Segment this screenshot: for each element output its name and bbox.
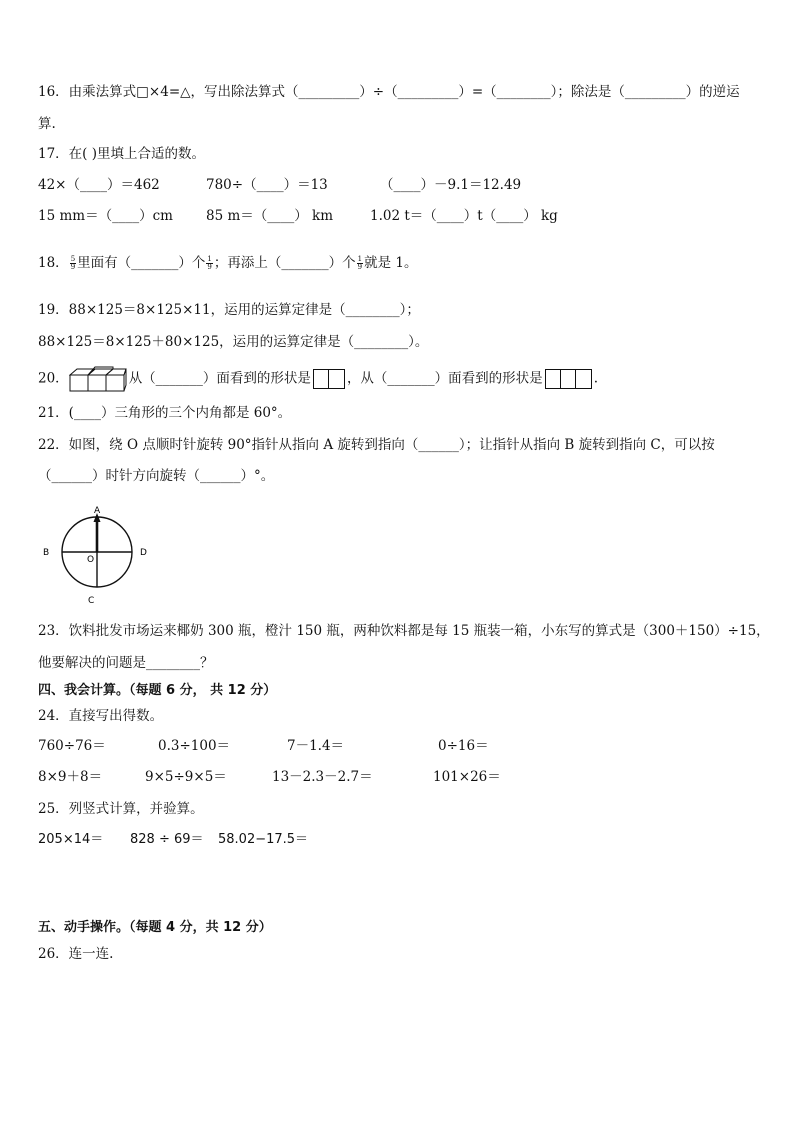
q17-r2c2: 85 m＝（____） km <box>206 208 334 224</box>
q22-line1: 22．如图，绕 O 点顺时针旋转 90°指针从指向 A 旋转到指向（______）；让指针从指向 B 旋转到指向 C，可以按 <box>38 437 715 453</box>
q26-title: 26．连一连. <box>38 946 114 962</box>
q18-frac1-den: 9 <box>70 263 76 271</box>
q24-item-7: 13－2.3－2.7＝ <box>272 769 373 785</box>
q23-line1: 23．饮料批发市场运来椰奶 300 瓶，橙汁 150 瓶，两种饮料都是每 15 瓶装一箱，小东写的算式是（300＋150）÷15， <box>38 623 770 639</box>
q21-text: 21．(____）三角形的三个内角都是 60°。 <box>38 405 292 421</box>
label-b: B <box>43 548 50 558</box>
square-cell <box>576 370 591 388</box>
q18-fraction-1 <box>70 256 76 271</box>
clock-pointer-diagram <box>38 500 158 610</box>
q25-item-1: 205×14＝ <box>38 832 104 847</box>
square-cell <box>546 370 561 388</box>
q20-part1: 从（_______）面看到的形状是 <box>128 370 311 387</box>
q18-part3: 就是 1。 <box>364 255 418 271</box>
q24-item-8: 101×26＝ <box>433 769 501 785</box>
q18-frac2-den: 9 <box>207 263 212 271</box>
square-cell <box>314 370 329 388</box>
q19-line1: 19．88×125＝8×125×11，运用的运算定律是（________）； <box>38 302 420 318</box>
q24-item-1: 760÷76＝ <box>38 738 106 754</box>
label-d: D <box>140 548 147 558</box>
q18-fraction-3 <box>357 256 363 271</box>
q19-line2: 88×125＝8×125＋80×125，运用的运算定律是（________）。 <box>38 334 429 350</box>
q18-frac3-den: 9 <box>357 263 363 271</box>
q24-item-4: 0÷16＝ <box>438 738 489 754</box>
q16-line2: 算. <box>38 116 56 132</box>
q16-line1: 16．由乘法算式□×4=△，写出除法算式（_________）÷（_________）=（________）；除法是（_________）的逆运 <box>38 84 740 100</box>
q17-r1c2: 780÷（____）＝13 <box>206 177 328 193</box>
label-o: O <box>87 555 95 565</box>
square-cell <box>329 370 344 388</box>
q18-frac2-num: 1 <box>207 255 212 263</box>
q23-line2: 他要解决的问题是________？ <box>38 655 214 671</box>
label-c: C <box>88 596 95 606</box>
q18-part2: ；再添上（_______）个 <box>213 255 356 271</box>
q18-fraction-2 <box>206 256 212 271</box>
q18-frac3-num: 1 <box>357 255 363 263</box>
q17-r2c3: 1.02 t＝（____）t（____） kg <box>370 208 558 224</box>
section4-title: 四、我会计算。（每题 6 分， 共 12 分） <box>38 683 277 698</box>
q25-title: 25．列竖式计算，并验算。 <box>38 801 204 817</box>
view-shape-three-squares <box>545 369 592 389</box>
q20-part2: ，从（_______）面看到的形状是 <box>346 370 543 387</box>
cube-stack-figure <box>69 366 127 392</box>
q20-line <box>38 366 598 392</box>
q25-item-2: 828 ÷ 69＝ <box>130 832 204 847</box>
q24-title: 24．直接写出得数。 <box>38 708 164 724</box>
q18-line <box>38 254 417 272</box>
q18-part1: 里面有（_______）个 <box>77 255 206 271</box>
q17-r1c1: 42×（____）＝462 <box>38 177 160 193</box>
q18-frac1-num: 5 <box>70 255 76 263</box>
q24-item-5: 8×9＋8＝ <box>38 769 103 785</box>
q17-title: 17．在( )里填上合适的数。 <box>38 146 206 162</box>
q20-number: 20． <box>38 370 69 387</box>
q25-item-3: 58.02−17.5＝ <box>218 832 309 847</box>
q22-line2: （______）时针方向旋转（______）°。 <box>38 468 275 484</box>
q17-r1c3: （____）－9.1＝12.49 <box>380 177 522 193</box>
view-shape-two-squares <box>313 369 345 389</box>
q17-r2c1: 15 mm＝（____）cm <box>38 208 173 224</box>
square-cell <box>561 370 576 388</box>
q24-item-2: 0.3÷100＝ <box>158 738 231 754</box>
q20-part3: . <box>593 370 598 387</box>
q24-item-3: 7－1.4＝ <box>287 738 345 754</box>
label-a: A <box>94 506 101 516</box>
q24-item-6: 9×5÷9×5＝ <box>145 769 227 785</box>
q18-number: 18． <box>38 255 69 271</box>
section5-title: 五、动手操作。（每题 4 分，共 12 分） <box>38 920 272 935</box>
